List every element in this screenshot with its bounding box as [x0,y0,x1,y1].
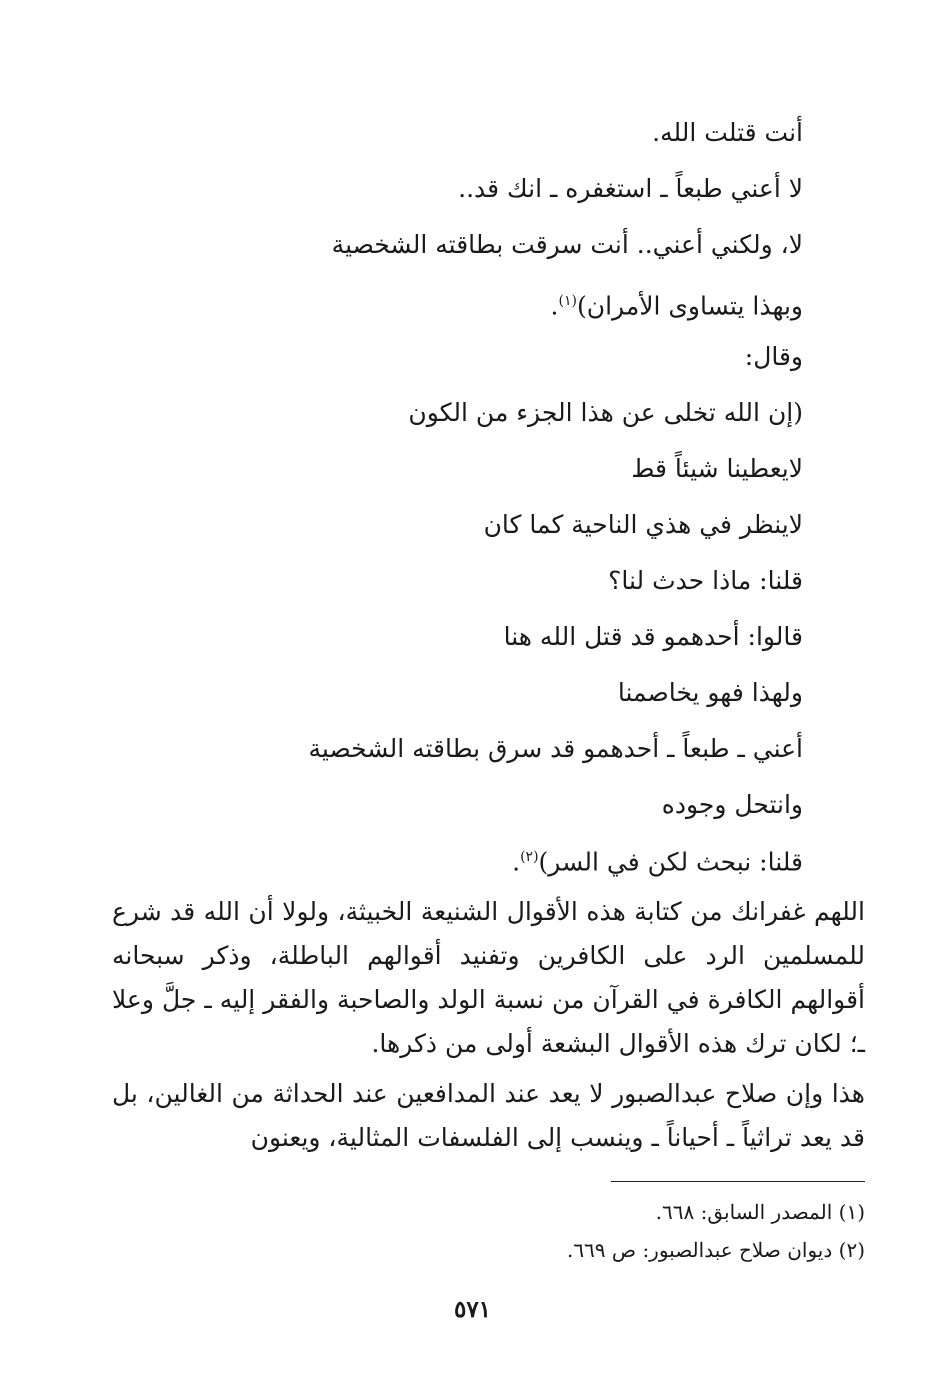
line-end-mark: . [512,847,521,877]
footnote [567,1236,865,1264]
poem-line-text: وبهذا يتساوى الأمران) [576,291,803,321]
footnote-divider [611,1181,865,1182]
poem-line: أعني ـ طبعاً ـ أحدهمو قد سرق بطاقته الشخصية [308,734,803,763]
page-number: ٥٧١ [453,1296,492,1323]
poem-line: قلنا: ماذا حدث لنا؟ [608,566,803,595]
poem-line: وقال: [744,342,803,371]
footnote [656,1198,865,1226]
poem-line: لا، ولكني أعني.. أنت سرقت بطاقته الشخصية [331,230,803,259]
poem-line: وانتحل وجوده [661,790,803,819]
footnote-number: (١) [838,1200,865,1224]
poem-line-text: قلنا: نبحث لكن في السر) [538,847,803,877]
body-paragraph: اللهم غفرانك من كتابة هذه الأقوال الشنيعة الخبيثة، ولولا أن الله قد شرع للمسلمين الرد على الكافرين وتفنيد أقوالهم الباطلة، وذكر سبحانه أقوالهم الكافرة في القرآن من نسبة الولد والصاحبة والفقر إليه ـ جلَّ وعلا ـ؛ لكان ترك هذه الأقوال البشعة أولى من ذكرها. [112,897,865,1058]
poem-line: قالوا: أحدهمو قد قتل الله هنا [503,622,803,651]
poem-line [512,840,803,879]
footnote-ref: (١) [558,293,577,309]
line-end-mark: . [550,291,559,321]
poem-line: أنت قتلت الله. [652,118,803,147]
footnote-text: المصدر السابق: ٦٦٨. [655,1200,833,1224]
poem-line: ولهذا فهو يخاصمنا [617,678,803,707]
poem-line: لا أعني طبعاً ـ استغفره ـ انك قد.. [458,174,803,203]
footnote-ref: (٢) [520,849,539,865]
poem-line: (إن الله تخلى عن هذا الجزء من الكون [408,398,803,427]
footnote-text: ديوان صلاح عبدالصبور: ص ٦٦٩. [566,1238,833,1262]
poem-line: لايعطينا شيئاً قط [631,454,803,483]
poem-line: لاينظر في هذي الناحية كما كان [483,510,803,539]
footnote-number: (٢) [838,1238,865,1262]
body-paragraph: هذا وإن صلاح عبدالصبور لا يعد عند المدافعين عند الحداثة من الغالين، بل قد يعد تراثياً ـ أحياناً ـ وينسب إلى الفلسفات المثالية، ويعنون [112,1079,865,1152]
poem-line [551,284,803,323]
